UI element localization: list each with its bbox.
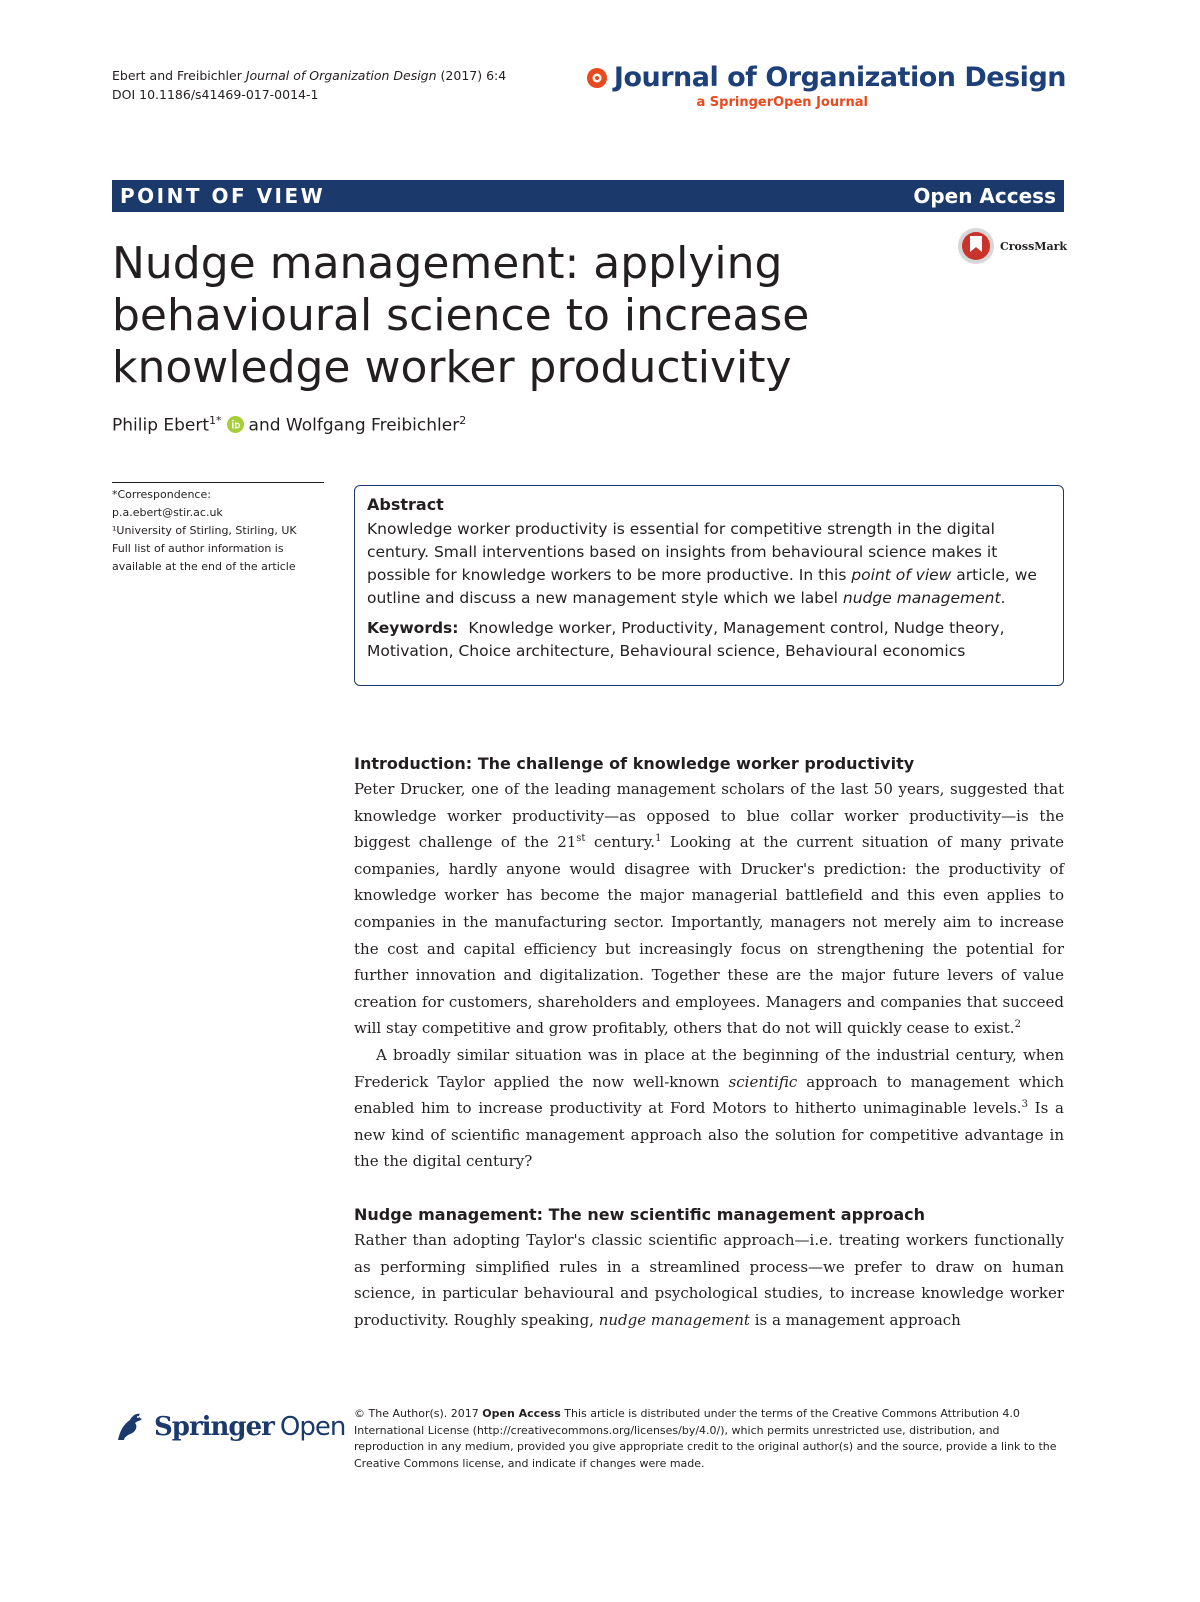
author-1[interactable]: Philip Ebert$^{1*}$ xyxy=(112,414,222,436)
open-text: Open xyxy=(279,1412,346,1442)
abstract-box xyxy=(354,485,1064,686)
citation-authors: Ebert and Freibichler xyxy=(112,68,242,83)
journal-branding xyxy=(586,62,1066,110)
author-1-affil: 1* xyxy=(209,414,222,427)
correspondence-divider xyxy=(112,482,324,483)
correspondence-email[interactable]: p.a.ebert@stir.ac.uk xyxy=(112,506,223,519)
footnote-ref[interactable]: 3 xyxy=(1021,1099,1028,1111)
crossmark-badge[interactable] xyxy=(956,226,1067,266)
license-statement: © The Author(s). 2017 Open Access This article is distributed under the terms of the Creative Commons Attribution 4.0 International License (http://creativecommons.org/licenses/by/4.0/), which permits unrestricted use, distribution, and reproduction in any medium, provided you give appropriate credit to the original author(s) and the source, provide a link to the Creative Commons license, and indicate if changes were made. xyxy=(354,1407,1057,1470)
citation-header xyxy=(112,66,506,104)
paragraph: Peter Drucker, one of the leading management scholars of the last 50 years, suggested that knowledge worker productivity—as opposed to blue collar worker productivity—is the biggest challenge of the 21st century.$^1$ Looking at the current situation of many private companies, hardly anyone would disagree with Drucker's prediction: the productivity of knowledge worker has become the major managerial battlefield and this even applies to companies in the manufacturing sector. Importantly, managers not merely aim to increase the cost and capital efficiency but increasingly focus on strengthening the potential for further innovation and digitalization. Together these are the major future levers of value creation for customers, shareholders and employees. Managers and companies that succeed will stay competitive and grow profitably, others that do not will quickly cease to exist.$^2$ xyxy=(354,780,1064,1038)
author-2-affil: 2 xyxy=(459,414,467,427)
doi[interactable]: DOI 10.1186/s41469-017-0014-1 xyxy=(112,87,319,102)
section-heading-introduction: Introduction: The challenge of knowledge worker productivity xyxy=(354,754,915,773)
section-heading-nudge-management: Nudge management: The new scientific management approach xyxy=(354,1204,926,1224)
springer-horse-icon xyxy=(112,1410,148,1444)
author-list xyxy=(112,414,466,436)
footnote-ref[interactable]: 1 xyxy=(655,833,662,845)
journal-title: Journal of Organization Design xyxy=(613,62,1066,93)
journal-subtitle: a SpringerOpen Journal xyxy=(696,95,868,110)
footnote-ref[interactable]: 2 xyxy=(1014,1019,1021,1031)
article-title: Nudge management: applying behavioural science to increase knowledge worker productivity xyxy=(112,238,810,393)
keywords-label: Keywords: xyxy=(367,619,459,637)
orcid-icon[interactable] xyxy=(227,416,244,433)
crossmark-label: CrossMark xyxy=(1000,239,1067,253)
citation-volume: (2017) 6:4 xyxy=(440,68,507,83)
article-body xyxy=(354,752,1064,1333)
springer-open-logo xyxy=(112,1410,345,1444)
article-type: POINT OF VIEW xyxy=(120,184,326,208)
springer-text: Springer xyxy=(154,1412,274,1442)
journal-logo-icon xyxy=(586,67,608,89)
keywords: Keywords: Knowledge worker, Productivity, Management control, Nudge theory, Motivation, Choice architecture, Behavioural science, Behavioural economics xyxy=(367,619,1005,660)
crossmark-icon xyxy=(956,226,996,266)
open-access-label: Open Access xyxy=(913,184,1056,208)
abstract-heading: Abstract xyxy=(367,495,444,514)
paragraph: A broadly similar situation was in place at the beginning of the industrial century, when Frederick Taylor applied the now well-known scientific approach to management which enabled him to increase productivity at Ford Motors to hitherto unimaginable levels.$^3$ Is a new kind of scientific management approach also the solution for competitive advantage in the the digital century? xyxy=(354,1045,1064,1171)
article-type-banner xyxy=(112,180,1064,212)
citation-journal: Journal of Organization Design xyxy=(245,68,437,83)
abstract-text: Knowledge worker productivity is essential for competitive strength in the digital century. Small interventions based on insights from behavioural science makes it possible for knowledge workers to be more productive. In this point of view article, we outline and discuss a new management style which we label nudge management. xyxy=(367,520,1037,607)
paragraph: Rather than adopting Taylor's classic scientific approach—i.e. treating workers functionally as performing simplified rules in a streamlined process—we prefer to draw on human science, in particular behavioural and psychological studies, to increase knowledge worker productivity. Roughly speaking, nudge management is a management approach xyxy=(354,1230,1064,1329)
author-2[interactable]: and Wolfgang Freibichler$^2$ xyxy=(248,414,467,436)
correspondence-block: *Correspondence: p.a.ebert@stir.ac.uk ¹University of Stirling, Stirling, UK Full list of author information is available at the end of the article xyxy=(112,486,327,576)
